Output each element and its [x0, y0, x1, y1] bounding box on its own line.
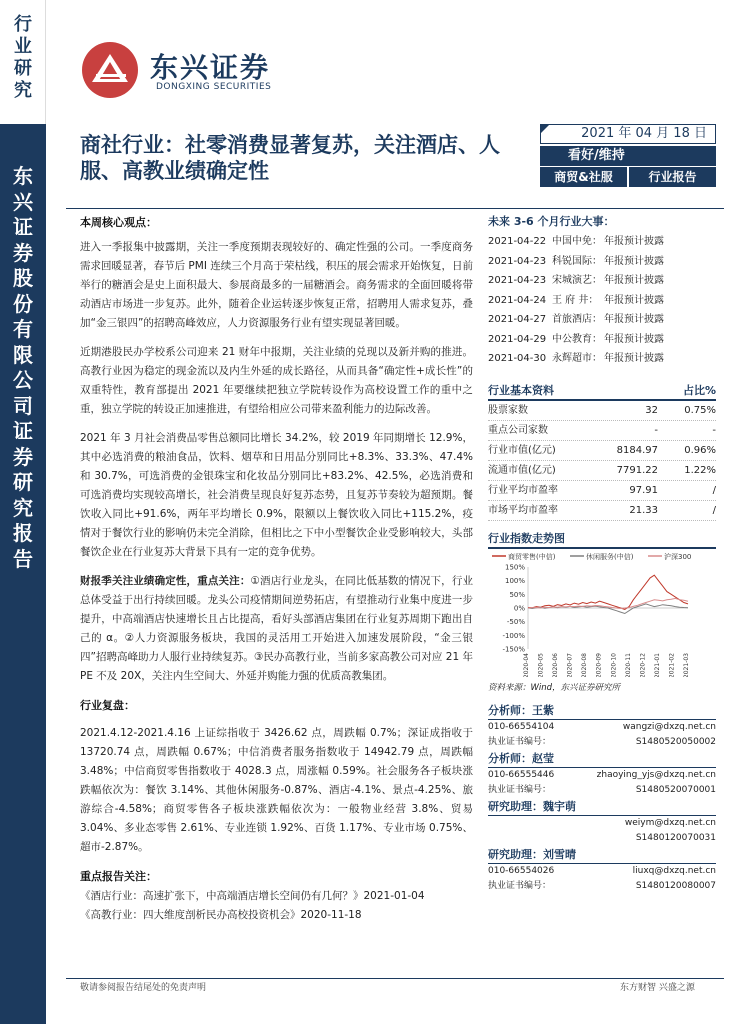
y-tick-label: 50%	[509, 590, 525, 599]
x-tick-label: 2020-04	[523, 652, 530, 677]
series-line	[528, 575, 688, 609]
header-divider	[66, 208, 724, 209]
analyst-card: 分析师：王紫 010-66554104 wangzi@dxzq.net.cn 执业证书编号： S1480520050002	[488, 703, 716, 747]
para-4	[80, 572, 473, 686]
chart-source: 资料来源：Wind，东兴证券研究所	[488, 682, 621, 693]
analyst-name: 研究助理：魏宇萌	[488, 798, 716, 816]
list-item: 2021-04-23 宋城演艺： 年报预计披露	[488, 275, 664, 286]
x-tick-label: 2020-07	[566, 652, 574, 677]
analyst-name: 分析师：王紫	[488, 702, 716, 720]
category-label: 行业研究	[14, 14, 32, 101]
analyst-card: 研究助理：刘雪晴 010-66554026 liuxq@dxzq.net.cn 执业证书编号： S1480120080007	[488, 847, 716, 891]
analyst-name: 分析师：赵莹	[488, 750, 716, 768]
basic-table	[488, 401, 716, 521]
footer-divider	[66, 978, 724, 979]
table-row: 重点公司家数 - -	[488, 421, 716, 441]
footer-disclaimer: 敬请参阅报告结尾处的免责声明	[80, 983, 207, 993]
basic-head: 行业基本资料 占比%	[488, 381, 716, 401]
para-5: 2021.4.12-2021.4.16 上证综指收于 3426.62 点，周跌幅 0.7%；深证成指收于 13720.74 点，周跌幅 0.67%；中信消费者服务指数收于 14942.79 点，周跌幅 3.48%；中信商贸零售指数收于 4028.3 点，周涨幅 0.59%。社会服务各子板块涨跌幅依次为：餐饮 3.14%、其他休闲服务-0.87%、酒店-4.1%、景点-4.25%、旅游综合-4.58%；商贸零售各子板块涨跌幅依次为：一般物业经营 3.8%、贸易 3.04%、多业态零售 2.61%、专业连锁 1.92%、百货 1.17%、专业市场 0.75%、超市-2.87%。	[80, 727, 473, 853]
right-column	[488, 212, 716, 894]
related-report-1: 《酒店行业：高速扩张下，中高端酒店增长空间仍有几何？》2021-01-04	[80, 890, 425, 902]
list-item: 2021-04-24 王 府 井： 年报预计披露	[488, 294, 664, 306]
y-tick-label: -100%	[502, 631, 525, 640]
x-tick-label: 2021-03	[683, 652, 690, 677]
main-column	[80, 212, 473, 925]
table-row: 流通市值(亿元) 7791.22 1.22%	[488, 461, 716, 481]
para-4-body: ①酒店行业龙头，在同比低基数的情况下，行业总体受益于出行持续回暖。龙头公司疫情期间逆势拓店，有望推动行业集中度进一步提升，中高端酒店快速增长且占比提高，看好头部酒店集团在行业复苏周期下跑出自己的 α。②人力资源服务板块，我国的灵活用工开始进入加速发展阶段，“金三银四”招聘高峰助力人服行业持续复苏。③民办高教行业，当前多家高教公司对应 21 年 PE 不及 20X，关注内生空间大、外延并购能力强的优质高教集团。	[80, 575, 473, 682]
trend-chart	[488, 549, 716, 677]
date-corner	[540, 124, 550, 134]
x-tick-label: 2020-08	[581, 652, 589, 677]
sidebar-band	[0, 124, 46, 1024]
series-line	[528, 603, 688, 613]
y-tick-label: 150%	[504, 563, 525, 571]
x-tick-label: 2021-01	[653, 652, 661, 677]
trend-head: 行业指数走势图	[488, 529, 716, 549]
para-4-head: 财报季关注业绩确定性，重点关注：	[80, 575, 251, 587]
legend-label: 休闲服务(中信)	[586, 552, 634, 561]
footer-slogan: 东方财智 兴盛之源	[620, 983, 695, 993]
y-tick-label: 100%	[504, 576, 525, 585]
table-row: 市场平均市盈率 21.33 /	[488, 501, 716, 521]
table-row: 行业平均市盈率 97.91 /	[488, 481, 716, 501]
x-tick-label: 2020-11	[624, 652, 632, 677]
report-date: 2021 年 04 月 18 日	[540, 124, 716, 144]
para-1: 进入一季报集中披露期，关注一季度预期表现较好的、确定性强的公司。一季度商务需求回暖显著，春节后 PMI 连续三个月高于荣枯线，积压的展会需求开始恢复，日前举行的糖酒会是史上面积最大、参展商最多的一届糖酒会。商务需求的全面回暖将带动酒店市场进一步复苏。此外，随着企业运转逐步恢复正常，招聘用人需求复苏，叠加“金三银四”的招聘高峰效应，人力资源服务行业有望实现显著回暖。	[80, 241, 473, 329]
review-head: 行业复盘：	[80, 699, 135, 712]
tag-type: 行业报告	[629, 167, 716, 187]
report-head: 重点报告关注：	[80, 870, 157, 883]
list-item: 2021-04-30 永辉超市： 年报预计披露	[488, 353, 664, 364]
tag-row	[540, 167, 716, 187]
x-tick-label: 2020-09	[595, 652, 603, 677]
list-item: 2021-04-22 中国中免： 年报预计披露	[488, 236, 664, 247]
events-list	[488, 232, 716, 369]
list-item: 2021-04-23 科锐国际： 年报预计披露	[488, 255, 664, 267]
x-tick-label: 2020-05	[537, 652, 545, 677]
analyst-card: 研究助理：魏宇萌 weiym@dxzq.net.cn S1480120070031	[488, 799, 716, 843]
tag-sector: 商贸&社服	[540, 167, 627, 187]
core-head: 本周核心观点：	[80, 216, 157, 229]
list-item: 2021-04-29 中公教育： 年报预计披露	[488, 333, 664, 345]
legend-label: 商贸零售(中信)	[508, 552, 556, 561]
x-tick-label: 2020-06	[552, 652, 560, 677]
events-head: 未来 3-6 个月行业大事：	[488, 215, 615, 228]
rating-badge: 看好/维持	[540, 146, 716, 166]
logo-en: DONGXING SECURITIES	[156, 82, 272, 92]
list-item: 2021-04-27 首旅酒店： 年报预计披露	[488, 314, 664, 325]
y-tick-label: 0%	[513, 604, 525, 612]
para-3: 2021 年 3 月社会消费品零售总额同比增长 34.2%，较 2019 年同期增长 12.9%，其中必选消费的粮油食品，饮料、烟草和日用品分别同比+8.3%、33.3%、47.4% 和 30.7%，可选消费的金银珠宝和化妆品分别同比+83.2%、42.5%，必选消费和可选消费均实现较高增长，社会消费呈现良好复苏态势，且复苏节奏较为超预期。餐饮收入同比+91.6%，两年平均增长 0.9%，限额以上餐饮收入同比+115.2%，疫情对于餐饮行业的影响仍未完全消除，但相比之下中小型餐饮企业受影响较大，头部餐饮企业在行业复苏大背景下具有一定的竞争优势。	[80, 432, 473, 558]
related-report-2: 《高教行业：四大维度剖析民办高校投资机会》2020-11-18	[80, 909, 362, 921]
x-tick-label: 2020-12	[639, 652, 647, 677]
table-row: 行业市值(亿元) 8184.97 0.96%	[488, 441, 716, 461]
x-tick-label: 2020-10	[610, 652, 618, 677]
sidebar-category	[0, 0, 46, 124]
y-tick-label: -150%	[502, 645, 525, 653]
legend-label: 沪深300	[664, 552, 692, 561]
x-tick-label: 2021-02	[668, 652, 676, 677]
logo-cn: 东兴证券	[150, 51, 271, 84]
logo	[80, 40, 300, 100]
analyst-card: 分析师：赵莹 010-66555446 zhaoying_yjs@dxzq.net.cn 执业证书编号： S1480520070001	[488, 751, 716, 795]
analyst-name: 研究助理：刘雪晴	[488, 846, 716, 864]
table-row: 股票家数 32 0.75%	[488, 401, 716, 421]
para-2: 近期港股民办学校系公司迎来 21 财年中报期，关注业绩的兑现以及新并购的推进。高教行业因为稳定的现金流以及内生外延的成长路径，从而具备“确定性+成长性”的双重特性，教育部提出 2021 年要继续把独立学院转设作为高校设置工作的重中之重，独立学院的转设正加速推进，有望给相应公司带来盈利能力的边际改善。	[80, 346, 473, 415]
company-label: 东兴证券股份有限公司证券研究报告	[13, 164, 33, 571]
analyst-block	[488, 702, 716, 894]
report-title: 商社行业：社零消费显著复苏，关注酒店、人服、高教业绩确定性	[80, 133, 500, 183]
y-tick-label: -50%	[506, 617, 525, 626]
logo-mark-icon	[80, 40, 142, 100]
